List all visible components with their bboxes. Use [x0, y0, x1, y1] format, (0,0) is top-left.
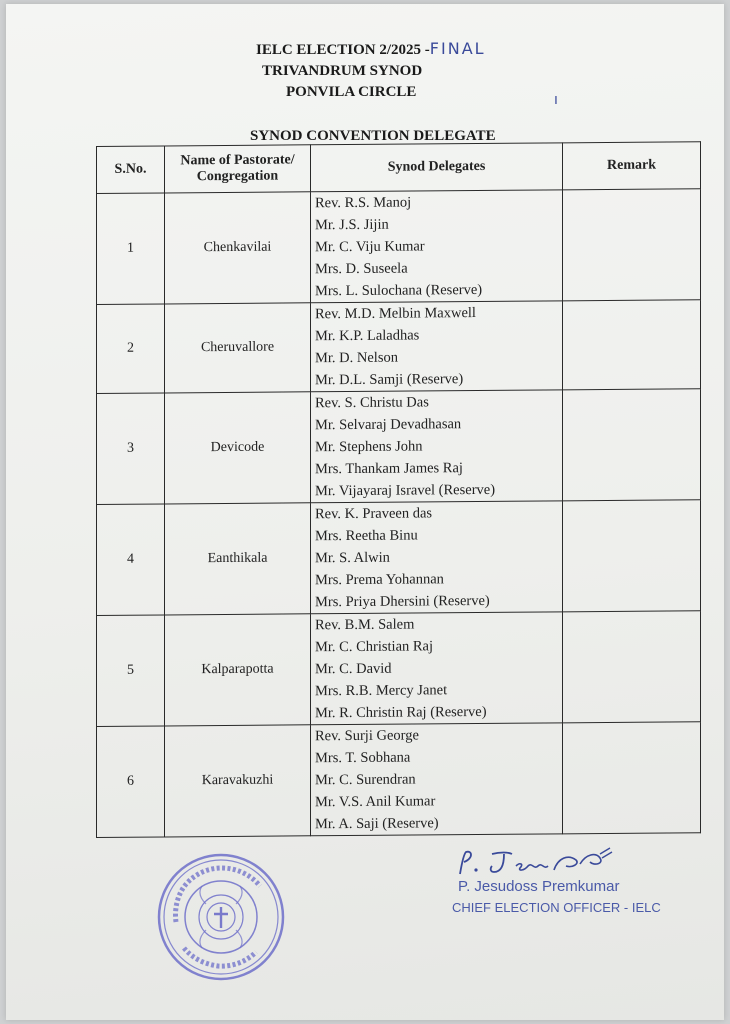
delegate-name: Rev. B.M. Salem	[315, 616, 415, 634]
delegate-name: Mr. Selvaraj Devadhasan	[315, 416, 462, 434]
delegate-name: Mr. Vijayaraj Isravel (Reserve)	[315, 481, 496, 500]
row-pastorate-name: Karavakuzhi	[165, 725, 311, 837]
delegate-name: Mr. C. Viju Kumar	[315, 238, 425, 256]
delegate-name: Mrs. L. Sulochana (Reserve)	[315, 281, 483, 300]
row-serial-number: 5	[97, 615, 165, 727]
delegate-name: Mrs. T. Sobhana	[315, 749, 411, 767]
row-delegates-cell	[311, 501, 563, 614]
row-pastorate-name: Chenkavilai	[165, 192, 311, 304]
delegate-name: Mr. D.L. Samji (Reserve)	[315, 371, 464, 389]
table-row	[97, 389, 701, 505]
row-delegates-cell	[311, 612, 563, 725]
row-pastorate-name: Eanthikala	[165, 503, 311, 615]
row-remark-cell	[563, 300, 701, 390]
delegate-name: Mrs. D. Suseela	[315, 260, 408, 278]
delegate-name: Mrs. R.B. Mercy Janet	[315, 682, 448, 700]
row-delegates-cell	[311, 190, 563, 303]
row-serial-number: 1	[97, 193, 165, 305]
delegate-name: Rev. K. Praveen das	[315, 505, 433, 523]
row-delegates-cell	[311, 301, 563, 392]
delegate-name: Mr. C. David	[315, 660, 392, 678]
table-row	[97, 611, 701, 727]
delegate-name: Mr. D. Nelson	[315, 349, 398, 367]
row-remark-cell	[563, 189, 701, 301]
delegate-name: Mr. Stephens John	[315, 438, 423, 456]
delegates-table	[96, 141, 701, 838]
table-title: SYNOD CONVENTION DELEGATE	[250, 128, 496, 144]
delegate-name: Mr. J.S. Jijin	[315, 216, 389, 234]
row-delegates-cell	[311, 390, 563, 503]
seal-stamp	[156, 852, 286, 982]
column-header-sno: S.No.	[97, 146, 165, 194]
column-header-pastorate-text: Name of Pastorate/ Congregation	[180, 152, 295, 185]
table-row	[97, 189, 701, 305]
delegate-name: Mr. A. Saji (Reserve)	[315, 815, 439, 833]
table-row	[97, 300, 701, 394]
delegate-name: Mrs. Prema Yohannan	[315, 571, 444, 589]
delegate-name: Mr. V.S. Anil Kumar	[315, 793, 436, 811]
row-pastorate-name: Cheruvallore	[165, 303, 311, 393]
row-serial-number: 2	[97, 304, 165, 394]
row-pastorate-name: Kalparapotta	[165, 614, 311, 726]
delegate-name: Mr. K.P. Laladhas	[315, 327, 420, 345]
delegate-name: Rev. S. Christu Das	[315, 394, 429, 412]
electoral-college-seal	[156, 852, 286, 987]
table-row	[97, 722, 701, 838]
delegate-name: Rev. Surji George	[315, 727, 419, 745]
row-remark-cell	[563, 722, 701, 834]
delegate-name: Rev. M.D. Melbin Maxwell	[315, 305, 476, 323]
delegate-name: Mrs. Thankam James Raj	[315, 460, 463, 478]
row-remark-cell	[563, 611, 701, 723]
delegate-name: Mr. C. Surendran	[315, 771, 416, 789]
delegate-name: Mr. R. Christin Raj (Reserve)	[315, 703, 487, 722]
table-body	[97, 189, 701, 838]
row-serial-number: 4	[97, 504, 165, 616]
election-title: IELC ELECTION 2/2025 -	[256, 42, 430, 58]
delegate-name: Rev. R.S. Manoj	[315, 194, 412, 212]
signatory-name: P. Jesudoss Premkumar	[458, 878, 620, 895]
row-pastorate-name: Devicode	[165, 392, 311, 504]
column-header-remark: Remark	[563, 142, 701, 190]
delegate-name: Mr. S. Alwin	[315, 549, 390, 567]
document-page	[6, 4, 724, 1020]
signatory-title: CHIEF ELECTION OFFICER - IELC	[452, 900, 661, 915]
table-header-row	[97, 142, 701, 194]
handwritten-page-mark: ı	[554, 92, 558, 108]
document-header	[256, 38, 616, 103]
row-delegates-cell	[311, 723, 563, 836]
row-serial-number: 6	[97, 726, 165, 838]
election-title-line	[256, 38, 616, 61]
row-serial-number: 3	[97, 393, 165, 505]
column-header-pastorate	[165, 145, 311, 193]
column-header-delegates: Synod Delegates	[311, 143, 563, 192]
circle-name: PONVILA CIRCLE	[286, 84, 417, 100]
row-remark-cell	[563, 389, 701, 501]
delegate-name: Mrs. Priya Dhersini (Reserve)	[315, 592, 490, 611]
delegate-name: Mrs. Reetha Binu	[315, 527, 418, 545]
handwritten-final-note: FINAL	[429, 39, 486, 58]
row-remark-cell	[563, 500, 701, 612]
delegate-name: Mr. C. Christian Raj	[315, 638, 434, 656]
table-row	[97, 500, 701, 616]
synod-name: TRIVANDRUM SYNOD	[262, 63, 423, 79]
